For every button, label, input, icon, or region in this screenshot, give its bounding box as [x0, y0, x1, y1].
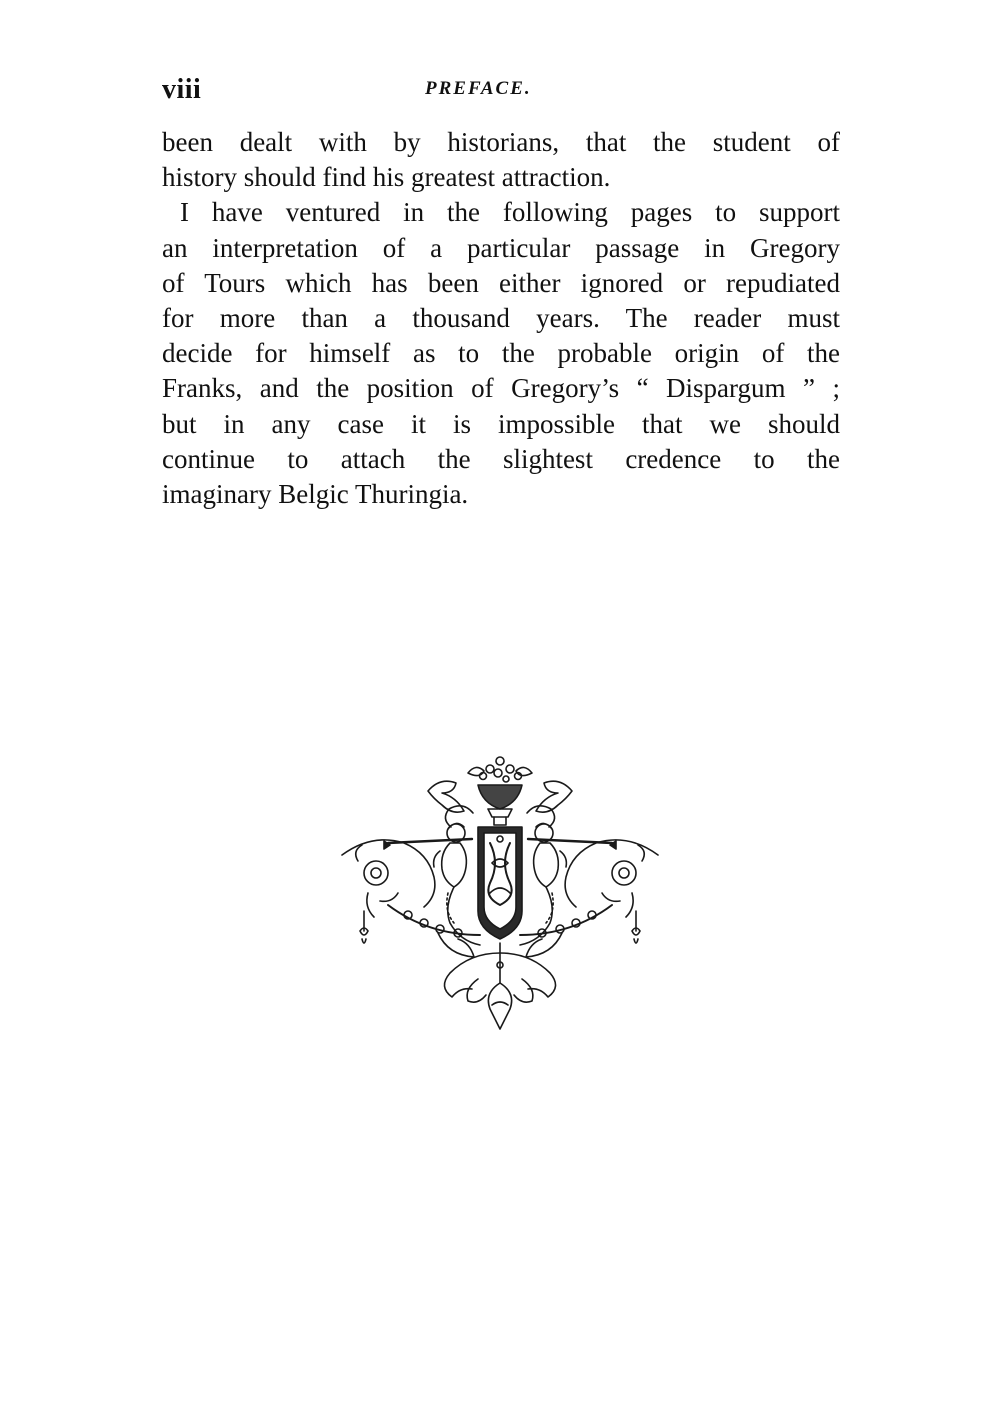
text-line: Franks, and the position of Gregory’s “ Dispargum ” ;: [162, 373, 840, 404]
text-line: of Tours which has been either ignored or repudiated: [162, 267, 840, 298]
monogram-shield: [478, 827, 522, 939]
paragraph-continued: [162, 125, 840, 195]
text-line: continue to attach the slightest credence to the: [162, 443, 840, 474]
running-head: [162, 74, 840, 108]
text-line: but in any case it is impossible that we should: [162, 408, 840, 439]
text-line: I have ventured in the following pages to support: [180, 197, 840, 228]
text-line: for more than a thousand years. The reader must: [162, 302, 840, 333]
paragraph-main: [162, 195, 840, 512]
tailpiece-ornament-icon: [328, 743, 672, 1033]
text-line: imaginary Belgic Thuringia.: [162, 478, 469, 509]
fruit-urn: [468, 757, 532, 825]
page-number: viii: [162, 74, 202, 105]
right-acanthus-scroll: [520, 840, 658, 943]
lower-acanthus: [444, 943, 555, 1029]
left-acanthus-scroll: [342, 840, 480, 943]
text-line: history should find his greatest attraction.: [162, 162, 611, 193]
body-text: [162, 125, 840, 512]
running-title: PREFACE.: [425, 78, 532, 99]
text-line: an interpretation of a particular passage in Gregory: [162, 232, 840, 263]
text-line: been dealt with by historians, that the student of: [162, 127, 840, 157]
text-line: decide for himself as to the probable origin of the: [162, 338, 840, 369]
